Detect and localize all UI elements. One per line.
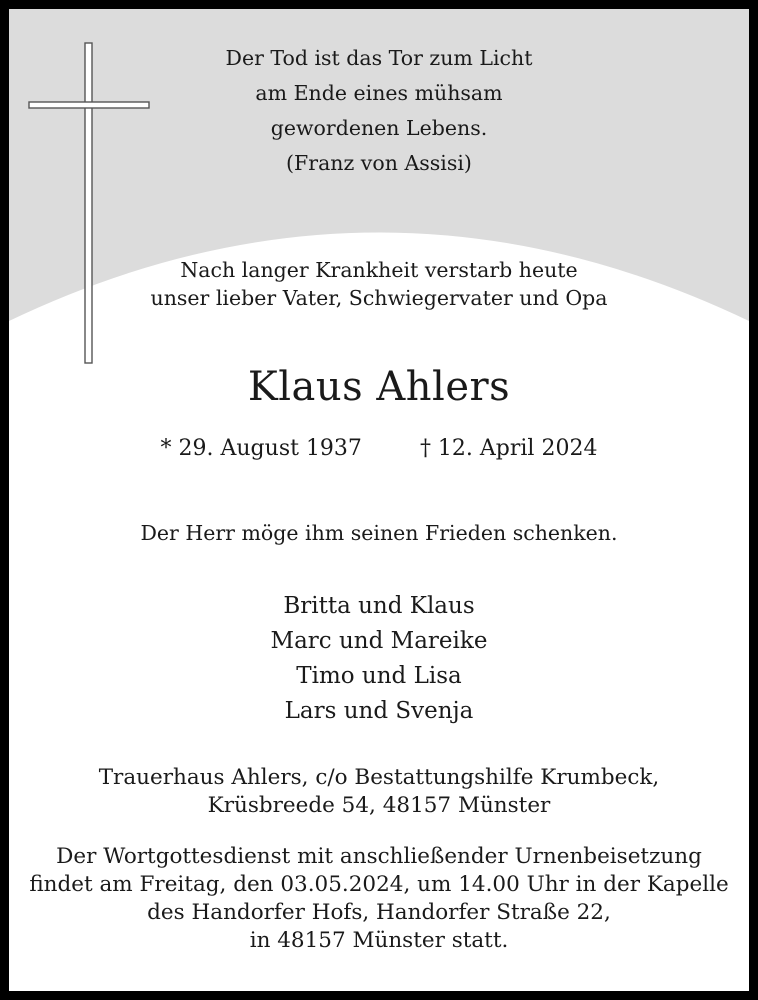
quote-line: gewordenen Lebens. bbox=[270, 116, 488, 140]
family-member: Marc und Mareike bbox=[270, 628, 488, 654]
service-info bbox=[9, 843, 749, 955]
quote-author: (Franz von Assisi) bbox=[286, 151, 472, 175]
mourning-address bbox=[9, 764, 749, 820]
service-line: des Handorfer Hofs, Handorfer Straße 22, bbox=[147, 900, 611, 925]
address-line: Krüsbreede 54, 48157 Münster bbox=[207, 793, 551, 818]
service-line: in 48157 Münster statt. bbox=[249, 928, 509, 953]
family-member: Lars und Svenja bbox=[284, 698, 474, 724]
family-member: Timo und Lisa bbox=[296, 663, 462, 689]
blessing-text: Der Herr möge ihm seinen Frieden schenken. bbox=[140, 521, 618, 545]
address-line: Trauerhaus Ahlers, c/o Bestattungshilfe Krumbeck, bbox=[98, 765, 660, 790]
quote bbox=[9, 41, 749, 181]
family-list bbox=[9, 589, 749, 729]
death-date: † 12. April 2024 bbox=[419, 436, 598, 461]
intro-line: unser lieber Vater, Schwiegervater und Opa bbox=[150, 286, 608, 310]
quote-line: Der Tod ist das Tor zum Licht bbox=[225, 46, 533, 70]
deceased-name: Klaus Ahlers bbox=[247, 364, 511, 410]
family-member: Britta und Klaus bbox=[283, 593, 475, 619]
birth-date: * 29. August 1937 bbox=[160, 436, 362, 461]
service-line: findet am Freitag, den 03.05.2024, um 14.00 Uhr in der Kapelle bbox=[29, 872, 729, 897]
quote-line: am Ende eines mühsam bbox=[255, 81, 503, 105]
intro-line: Nach langer Krankheit verstarb heute bbox=[180, 258, 578, 282]
service-line: Der Wortgottesdienst mit anschließender Urnenbeisetzung bbox=[56, 844, 702, 869]
intro-text bbox=[9, 256, 749, 312]
life-dates bbox=[9, 434, 749, 464]
